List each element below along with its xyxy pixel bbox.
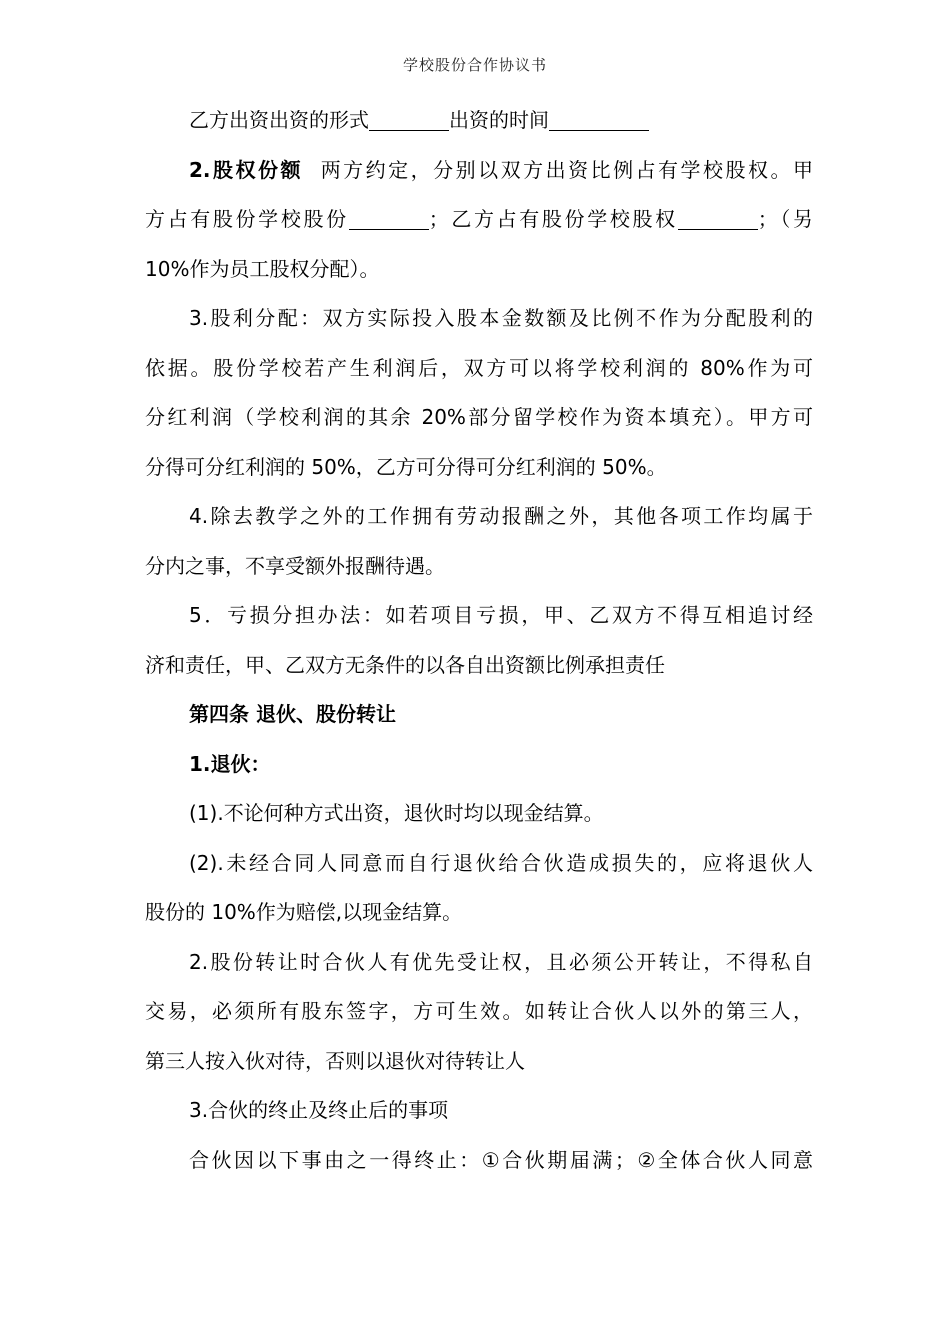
- section-heading: 2.股权份额: [189, 157, 303, 182]
- paragraph-line: 5．亏损分担办法：如若项目亏损，甲、乙双方不得互相追讨经: [189, 603, 813, 627]
- page-header: 学校股份合作协议书: [402, 56, 547, 74]
- paragraph-line: 股份的 10%作为赔偿,以现金结算。: [145, 900, 463, 924]
- paragraph-line: 2.股份转让时合伙人有优先受让权，且必须公开转让，不得私自: [189, 949, 813, 974]
- paragraph-line: 10%作为员工股权分配）。: [145, 256, 380, 281]
- fill-blank: [369, 110, 449, 131]
- text: 乙方出资出资的形式: [189, 108, 369, 132]
- paragraph-line: 3.合伙的终止及终止后的事项: [189, 1098, 449, 1122]
- paragraph-line: 济和责任，甲、乙双方无条件的以各自出资额比例承担责任: [145, 652, 665, 677]
- fill-blank: [549, 110, 649, 131]
- paragraph-line: 分得可分红利润的 50%，乙方可分得可分红利润的 50%。: [145, 454, 667, 479]
- paragraph-line: 第三人按入伙对待，否则以退伙对待转让人: [145, 1048, 525, 1073]
- paragraph-line: (2).未经合同人同意而自行退伙给合伙造成损失的，应将退伙人: [189, 850, 813, 875]
- paragraph-line: 4.除去教学之外的工作拥有劳动报酬之外，其他各项工作均属于: [189, 504, 813, 528]
- document-body: [145, 96, 813, 1185]
- article-heading: 第四条 退伙、股份转让: [189, 702, 396, 726]
- paragraph-line: (1).不论何种方式出资，退伙时均以现金结算。: [189, 801, 604, 825]
- text: 出资的时间: [449, 108, 549, 132]
- paragraph-line: 合伙因以下事由之一得终止：①合伙期届满；②全体合伙人同意: [189, 1147, 813, 1172]
- paragraph-line: 3.股利分配：双方实际投入股本金数额及比例不作为分配股利的: [189, 306, 813, 330]
- section-heading: 1.退伙：: [189, 751, 271, 776]
- text: ；（另: [757, 207, 813, 231]
- paragraph-line: 分红利润（学校利润的其余 20%部分留学校作为资本填充）。甲方可: [145, 405, 813, 429]
- paragraph-line: [145, 146, 813, 196]
- fill-blank: [678, 209, 758, 230]
- text: 方占有股份学校股份: [145, 207, 349, 231]
- paragraph-line: [145, 195, 813, 245]
- paragraph-line: 依据。股份学校若产生利润后，双方可以将学校利润的 80%作为可: [145, 355, 813, 380]
- paragraph-line: [145, 96, 813, 146]
- text: ；乙方占有股份学校股权: [428, 207, 678, 231]
- text: 两方约定，分别以双方出资比例占有学校股权。甲: [320, 157, 813, 182]
- fill-blank: [349, 209, 429, 230]
- paragraph-line: 交易，必须所有股东签字，方可生效。如转让合伙人以外的第三人，: [145, 999, 813, 1023]
- paragraph-line: 分内之事，不享受额外报酬待遇。: [145, 553, 445, 578]
